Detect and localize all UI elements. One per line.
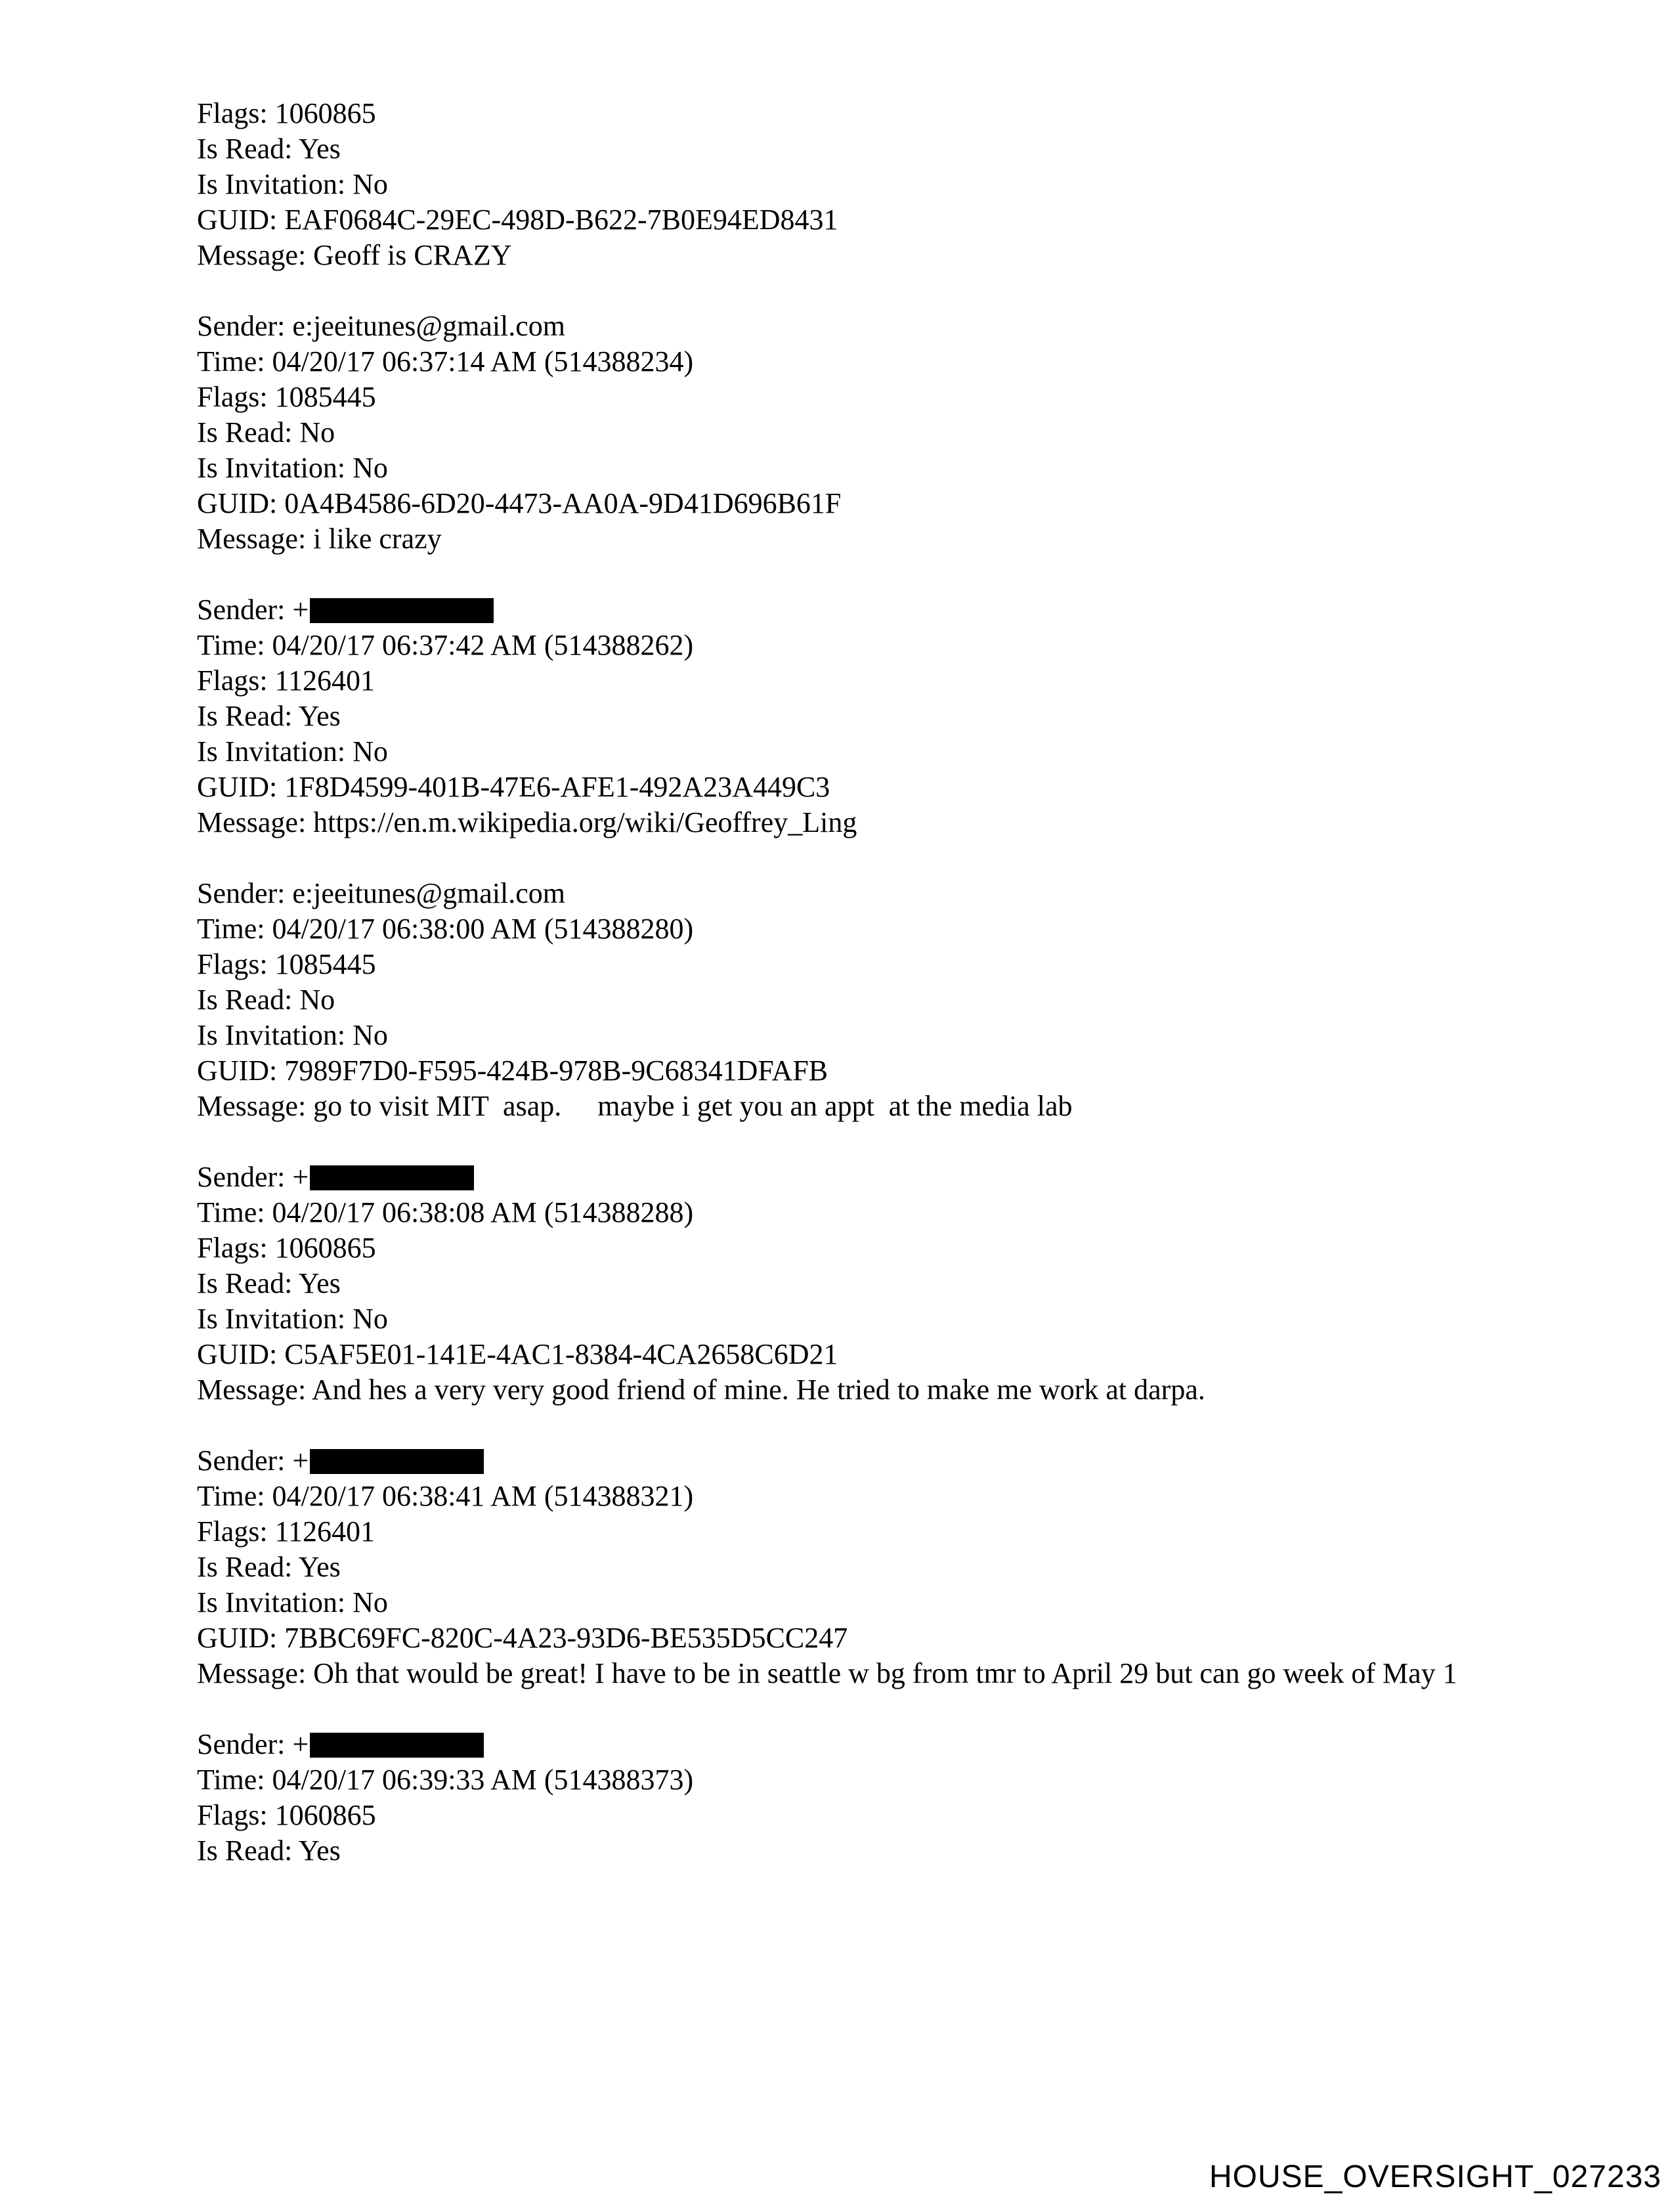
flags-line: Flags: 1085445 bbox=[197, 381, 376, 413]
is-invitation-line: Is Invitation: No bbox=[197, 1586, 388, 1618]
time-line: Time: 04/20/17 06:38:41 AM (514388321) bbox=[197, 1480, 694, 1512]
sender-prefix: Sender: + bbox=[197, 1161, 309, 1193]
sender-line bbox=[197, 1443, 1608, 1479]
sender-line: Sender: e:jeeitunes@gmail.com bbox=[197, 310, 566, 342]
message-record bbox=[197, 876, 1608, 1124]
message-line: Message: And hes a very very good friend of mine. He tried to make me work at darpa. bbox=[197, 1374, 1205, 1406]
bates-number: HOUSE_OVERSIGHT_027233 bbox=[1209, 2159, 1662, 2194]
message-record bbox=[197, 592, 1608, 840]
is-invitation-line: Is Invitation: No bbox=[197, 452, 388, 484]
is-invitation-line: Is Invitation: No bbox=[197, 1019, 388, 1051]
redaction-box bbox=[310, 1449, 484, 1474]
sender-prefix: Sender: + bbox=[197, 1444, 309, 1477]
time-line: Time: 04/20/17 06:39:33 AM (514388373) bbox=[197, 1764, 694, 1796]
is-read-line: Is Read: Yes bbox=[197, 1551, 341, 1583]
time-line: Time: 04/20/17 06:38:08 AM (514388288) bbox=[197, 1196, 694, 1228]
guid-line: GUID: 7BBC69FC-820C-4A23-93D6-BE535D5CC247 bbox=[197, 1622, 848, 1654]
message-line: Message: https://en.m.wikipedia.org/wiki/Geoffrey_Ling bbox=[197, 806, 857, 838]
is-invitation-line: Is Invitation: No bbox=[197, 168, 388, 200]
is-read-line: Is Read: Yes bbox=[197, 133, 341, 165]
is-read-line: Is Read: No bbox=[197, 984, 335, 1016]
message-line: Message: Geoff is CRAZY bbox=[197, 239, 512, 271]
flags-line: Flags: 1060865 bbox=[197, 97, 376, 129]
message-record bbox=[197, 1160, 1608, 1408]
flags-line: Flags: 1126401 bbox=[197, 664, 375, 697]
is-read-line: Is Read: Yes bbox=[197, 700, 341, 732]
message-line: Message: Oh that would be great! I have to be in seattle w bg from tmr to April 29 but can go week of May 1 bbox=[197, 1657, 1457, 1689]
message-record bbox=[197, 96, 1608, 273]
is-invitation-line: Is Invitation: No bbox=[197, 735, 388, 768]
sender-line bbox=[197, 1727, 1608, 1762]
guid-line: GUID: 1F8D4599-401B-47E6-AFE1-492A23A449C3 bbox=[197, 771, 830, 803]
flags-line: Flags: 1060865 bbox=[197, 1232, 376, 1264]
sender-line bbox=[197, 592, 1608, 628]
is-read-line: Is Read: Yes bbox=[197, 1267, 341, 1299]
flags-line: Flags: 1060865 bbox=[197, 1799, 376, 1831]
message-record bbox=[197, 1727, 1608, 1869]
sender-prefix: Sender: + bbox=[197, 594, 309, 626]
time-line: Time: 04/20/17 06:37:42 AM (514388262) bbox=[197, 629, 694, 661]
message-line: Message: i like crazy bbox=[197, 523, 442, 555]
guid-line: GUID: EAF0684C-29EC-498D-B622-7B0E94ED8431 bbox=[197, 204, 838, 236]
guid-line: GUID: 0A4B4586-6D20-4473-AA0A-9D41D696B61F bbox=[197, 487, 842, 519]
message-record bbox=[197, 1443, 1608, 1691]
flags-line: Flags: 1126401 bbox=[197, 1515, 375, 1548]
redaction-box bbox=[310, 1733, 484, 1758]
sender-line bbox=[197, 1160, 1608, 1195]
is-read-line: Is Read: No bbox=[197, 416, 335, 448]
message-record bbox=[197, 309, 1608, 557]
flags-line: Flags: 1085445 bbox=[197, 948, 376, 980]
message-line: Message: go to visit MIT asap. maybe i get you an appt at the media lab bbox=[197, 1090, 1073, 1122]
redaction-box bbox=[310, 598, 494, 623]
message-log bbox=[197, 96, 1608, 1904]
time-line: Time: 04/20/17 06:38:00 AM (514388280) bbox=[197, 913, 694, 945]
sender-line: Sender: e:jeeitunes@gmail.com bbox=[197, 877, 566, 909]
is-read-line: Is Read: Yes bbox=[197, 1834, 341, 1867]
redaction-box bbox=[310, 1165, 474, 1190]
time-line: Time: 04/20/17 06:37:14 AM (514388234) bbox=[197, 345, 694, 378]
sender-prefix: Sender: + bbox=[197, 1728, 309, 1760]
is-invitation-line: Is Invitation: No bbox=[197, 1303, 388, 1335]
guid-line: GUID: C5AF5E01-141E-4AC1-8384-4CA2658C6D21 bbox=[197, 1338, 838, 1370]
guid-line: GUID: 7989F7D0-F595-424B-978B-9C68341DFAFB bbox=[197, 1054, 828, 1087]
